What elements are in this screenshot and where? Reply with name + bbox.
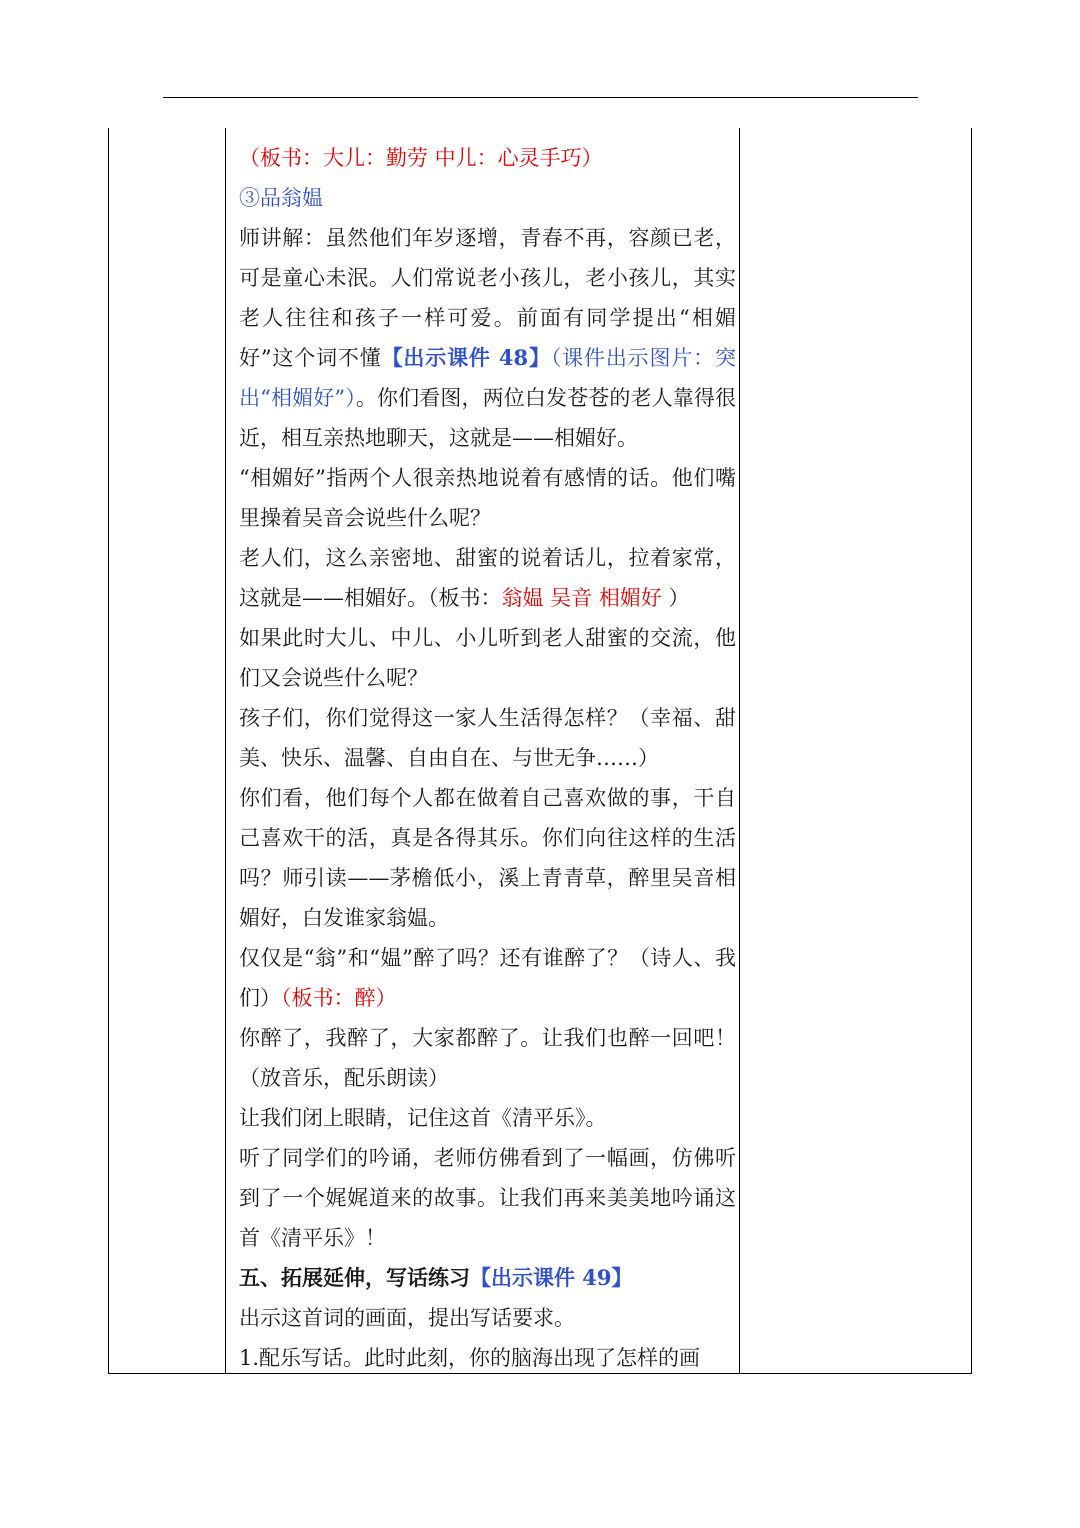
courseware-ref-48: 【出示课件 48】: [381, 345, 551, 370]
paragraph-drunk: [239, 938, 736, 1018]
blackboard-drunk: （板书：醉）: [281, 986, 397, 1010]
table-column-divider-right: [739, 128, 740, 1374]
paragraph-xiangmeihao: “相媚好”指两个人很亲热地说着有感情的话。他们嘴里操着吴音会说些什么呢？: [239, 466, 736, 530]
paragraph-text: 仅仅是“翁”和“媪”醉了吗？还有谁醉了？（诗人、我们）: [239, 946, 736, 1010]
lesson-content-cell: [239, 138, 736, 1378]
paragraph-text: 师讲解：虽然他们年岁逐增，青春不再，容颜已老，可是童心未泯。人们常说老小孩儿，老小孩儿，其实老人往往和孩子一样可爱。前面有同学提出“相媚好”这个词不懂: [239, 226, 736, 370]
section-heading-extension: [239, 1258, 736, 1298]
paragraph-guided-reading: 你们看，他们每个人都在做着自己喜欢做的事，干自己喜欢干的活，真是各得其乐。你们向往这样的生活吗？师引读——茅檐低小，溪上青青草，醉里吴音相媚好，白发谁家翁媪。: [239, 786, 736, 930]
blackboard-terms: 翁媪 吴音 相媚好: [501, 586, 662, 610]
paragraph-text: 老人们，这么亲密地、甜蜜的说着话儿，拉着家常，这就是——相媚好。（板书：: [239, 546, 736, 610]
paragraph-writing-task-1: 1.配乐写话。此时此刻，你的脑海出现了怎样的画: [239, 1346, 701, 1370]
paragraph-elders: [239, 538, 736, 618]
blackboard-note: （板书：大儿：勤劳 中儿：心灵手巧）: [239, 146, 603, 170]
paragraph-close-eyes: 让我们闭上眼睛，记住这首《清平乐》。: [239, 1106, 607, 1130]
section-title: 五、拓展延伸，写话练习: [239, 1265, 470, 1290]
table-column-divider-left: [225, 128, 226, 1374]
courseware-note: （课件出示图片：突出“相媚好”）: [239, 346, 736, 410]
header-rule: [163, 97, 918, 98]
paragraph-recital: 听了同学们的吟诵，老师仿佛看到了一幅画，仿佛听到了一个娓娓道来的故事。让我们再来美美地吟诵这首《清平乐》！: [239, 1146, 736, 1250]
paragraph-text: 。你们看图，两位白发苍苍的老人靠得很近，相互亲热地聊天，这就是——相媚好。: [239, 386, 736, 450]
courseware-ref-49: 【出示课件 49】: [470, 1265, 633, 1290]
paragraph-explanation: [239, 218, 736, 458]
paragraph-writing-request: 出示这首词的画面，提出写话要求。: [239, 1306, 575, 1330]
paragraph-family-life: 孩子们，你们觉得这一家人生活得怎样？（幸福、甜美、快乐、温馨、自由自在、与世无争……）: [239, 706, 736, 770]
paragraph-music-reading: 你醉了，我醉了，大家都醉了。让我们也醉一回吧！（放音乐，配乐朗读）: [239, 1026, 736, 1090]
paragraph-text: ）: [661, 586, 690, 610]
paragraph-sons: 如果此时大儿、中儿、小儿听到老人甜蜜的交流，他们又会说些什么呢？: [239, 626, 736, 690]
section-heading-wengao: ③品翁媪: [239, 186, 323, 210]
